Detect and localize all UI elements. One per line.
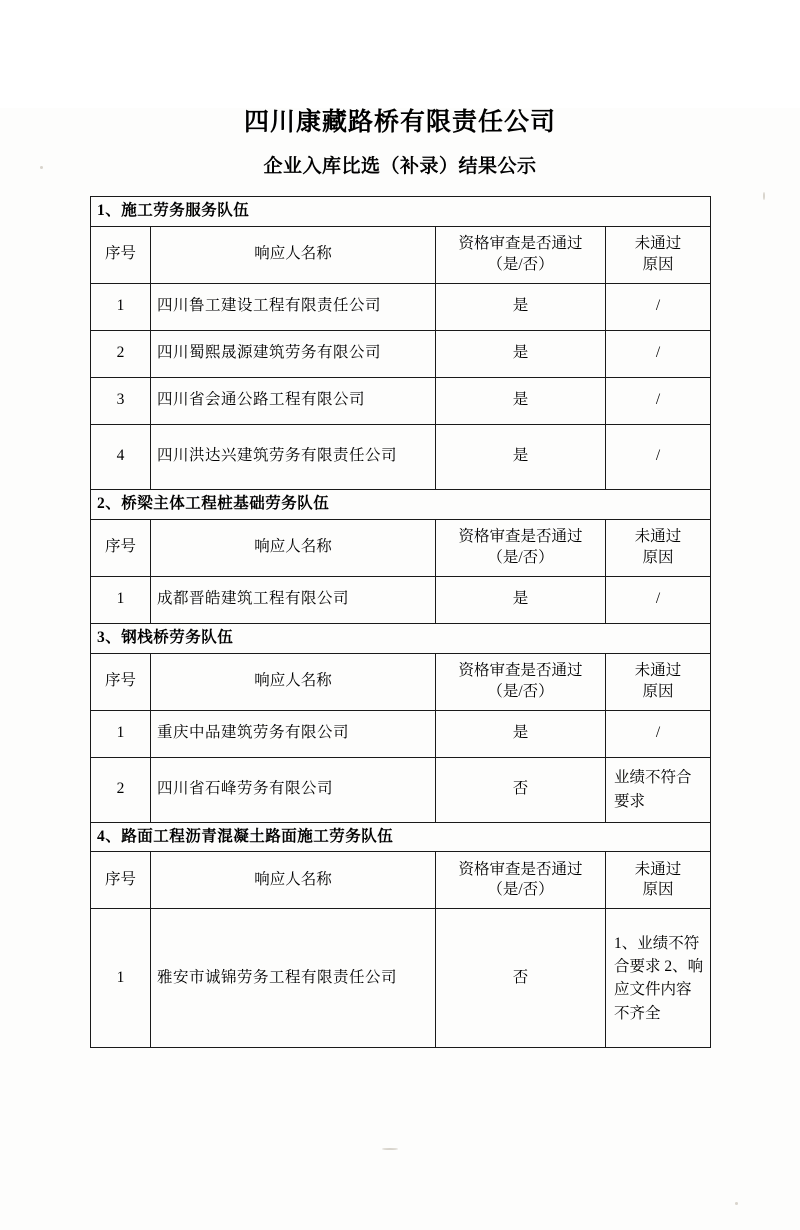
row-reason: /: [606, 330, 711, 377]
row-qualified: 否: [436, 757, 606, 822]
row-reason: /: [606, 710, 711, 757]
column-header-reason-line1: 未通过: [634, 527, 682, 545]
section-heading: 1、施工劳务服务队伍: [91, 196, 711, 226]
row-qualified: 是: [436, 710, 606, 757]
row-index: 4: [91, 424, 151, 489]
column-header-qualified-line2: （是/否）: [487, 881, 554, 899]
column-header-qualified: [436, 226, 606, 283]
row-index: 1: [91, 576, 151, 623]
column-header-qualified-line1: 资格审查是否通过: [458, 661, 583, 679]
row-qualified: 是: [436, 424, 606, 489]
results-table-wrapper: [90, 196, 710, 1049]
column-header-index: 序号: [91, 852, 151, 909]
table-row: [91, 377, 711, 424]
section-heading-row: [91, 822, 711, 852]
row-qualified: 是: [436, 330, 606, 377]
scan-speck: [735, 1202, 738, 1205]
row-index: 1: [91, 283, 151, 330]
column-header-name: 响应人名称: [151, 852, 436, 909]
column-header-index: 序号: [91, 653, 151, 710]
row-name: 成都晋皓建筑工程有限公司: [151, 576, 436, 623]
row-name: 重庆中品建筑劳务有限公司: [151, 710, 436, 757]
table-row: [91, 576, 711, 623]
row-index: 1: [91, 909, 151, 1048]
table-row: [91, 424, 711, 489]
table-header-row: [91, 653, 711, 710]
row-name: 四川省会通公路工程有限公司: [151, 377, 436, 424]
section-heading: 3、钢栈桥劳务队伍: [91, 623, 711, 653]
row-index: 2: [91, 330, 151, 377]
document-page: [0, 108, 800, 1230]
section-heading: 4、路面工程沥青混凝土路面施工劳务队伍: [91, 822, 711, 852]
section-heading-row: [91, 623, 711, 653]
page-title: 四川康藏路桥有限责任公司: [243, 109, 556, 136]
scan-speck: [40, 166, 43, 169]
column-header-reason-line1: 未通过: [634, 234, 682, 252]
page-subtitle: 企业入库比选（补录）结果公示: [263, 156, 537, 177]
table-header-row: [91, 519, 711, 576]
column-header-qualified-line2: （是/否）: [487, 548, 554, 566]
row-reason: 1、业绩不符合要求 2、响应文件内容不齐全: [606, 909, 711, 1048]
column-header-qualified: [436, 653, 606, 710]
column-header-qualified-line1: 资格审查是否通过: [458, 234, 583, 252]
column-header-reason: [606, 653, 711, 710]
column-header-reason-line1: 未通过: [634, 860, 682, 878]
column-header-qualified: [436, 519, 606, 576]
scan-speck: [382, 1148, 398, 1150]
row-qualified: 是: [436, 283, 606, 330]
table-row: [91, 330, 711, 377]
column-header-qualified-line1: 资格审查是否通过: [458, 860, 583, 878]
row-reason: /: [606, 377, 711, 424]
row-index: 2: [91, 757, 151, 822]
row-name: 四川省石峰劳务有限公司: [151, 757, 436, 822]
column-header-reason: [606, 226, 711, 283]
row-reason: 业绩不符合要求: [606, 757, 711, 822]
table-header-row: [91, 852, 711, 909]
row-name: 四川洪达兴建筑劳务有限责任公司: [151, 424, 436, 489]
table-header-row: [91, 226, 711, 283]
column-header-name: 响应人名称: [151, 519, 436, 576]
section-heading: 2、桥梁主体工程桩基础劳务队伍: [91, 489, 711, 519]
results-table: [90, 196, 711, 1049]
section-heading-row: [91, 489, 711, 519]
row-qualified: 否: [436, 909, 606, 1048]
column-header-reason: [606, 519, 711, 576]
column-header-reason-line2: 原因: [642, 255, 674, 273]
row-qualified: 是: [436, 576, 606, 623]
row-name: 四川鲁工建设工程有限责任公司: [151, 283, 436, 330]
scan-speck: [763, 192, 765, 200]
table-row: [91, 757, 711, 822]
row-qualified: 是: [436, 377, 606, 424]
column-header-index: 序号: [91, 226, 151, 283]
column-header-name: 响应人名称: [151, 653, 436, 710]
column-header-qualified-line2: （是/否）: [487, 255, 554, 273]
row-reason: /: [606, 576, 711, 623]
column-header-reason: [606, 852, 711, 909]
table-row: [91, 710, 711, 757]
column-header-reason-line2: 原因: [642, 881, 674, 899]
column-header-index: 序号: [91, 519, 151, 576]
row-index: 1: [91, 710, 151, 757]
row-reason: /: [606, 424, 711, 489]
column-header-reason-line2: 原因: [642, 548, 674, 566]
column-header-name: 响应人名称: [151, 226, 436, 283]
row-index: 3: [91, 377, 151, 424]
section-heading-row: [91, 196, 711, 226]
column-header-qualified: [436, 852, 606, 909]
table-row: [91, 283, 711, 330]
table-row: [91, 909, 711, 1048]
row-reason: /: [606, 283, 711, 330]
row-name: 雅安市诚锦劳务工程有限责任公司: [151, 909, 436, 1048]
column-header-reason-line2: 原因: [642, 682, 674, 700]
column-header-qualified-line2: （是/否）: [487, 682, 554, 700]
row-name: 四川蜀熙晟源建筑劳务有限公司: [151, 330, 436, 377]
column-header-qualified-line1: 资格审查是否通过: [458, 527, 583, 545]
column-header-reason-line1: 未通过: [634, 661, 682, 679]
